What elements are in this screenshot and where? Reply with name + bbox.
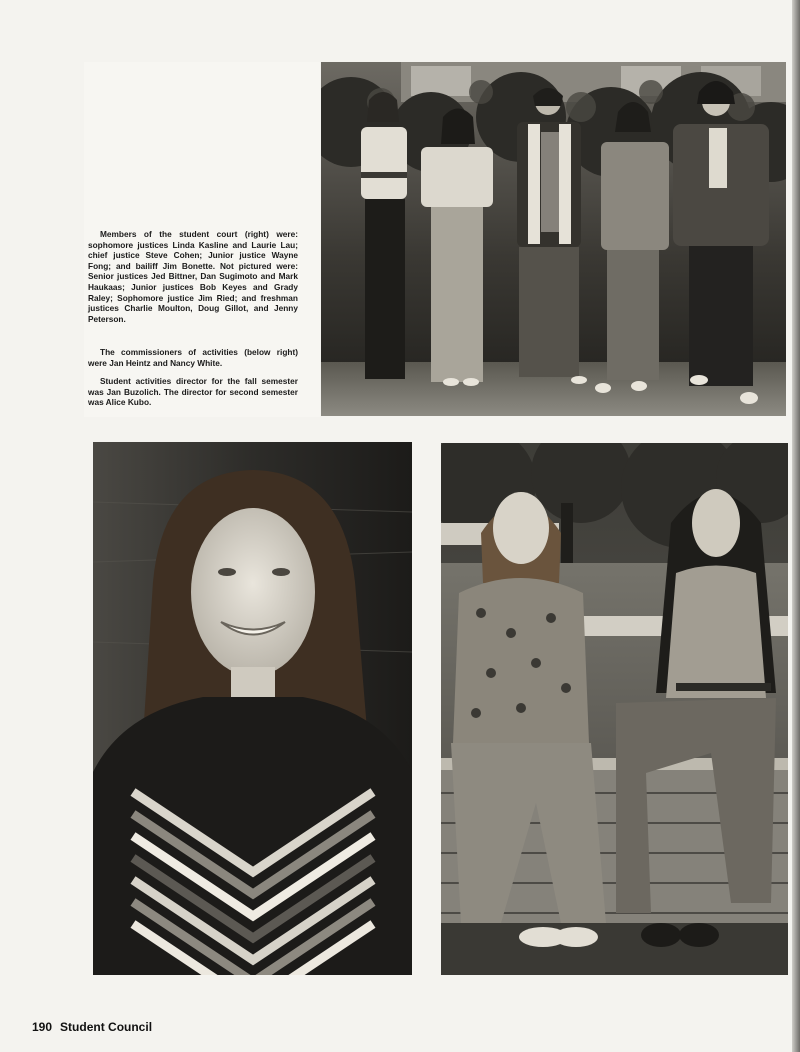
section-title: Student Council (60, 1020, 153, 1034)
page-number: 190 (32, 1020, 53, 1034)
page-footer (32, 1020, 160, 1034)
caption-court-text: Members of the student court (right) were: sophomore justices Linda Kasline and Laurie Lau; chief justice Steve Cohen; Junior justice Wayne Fong; and bailiff Jim Bonette. Not pictured were: Senior justices Jed Bittner, Dan Sugimoto and Mark Haukaas; Junior justices Bob Keyes and Grady Raley; Sophomore justice Jim Ried; and freshman justices Charlie Moulton, Doug Gillot, and Jenny Peterson. (88, 229, 298, 324)
binding-edge (792, 0, 800, 1052)
student-court-photo (321, 62, 786, 416)
caption-director-text: Student activities director for the fall semester was Jan Buzolich. The director for second semester was Alice Kubo. (88, 376, 298, 408)
caption-activities (88, 347, 298, 416)
caption-commissioners-text: The commissioners of activities (below right) were Jan Heintz and Nancy White. (88, 347, 298, 368)
director-portrait-photo (93, 442, 412, 975)
commissioners-photo (441, 443, 788, 975)
caption-court (88, 229, 298, 332)
